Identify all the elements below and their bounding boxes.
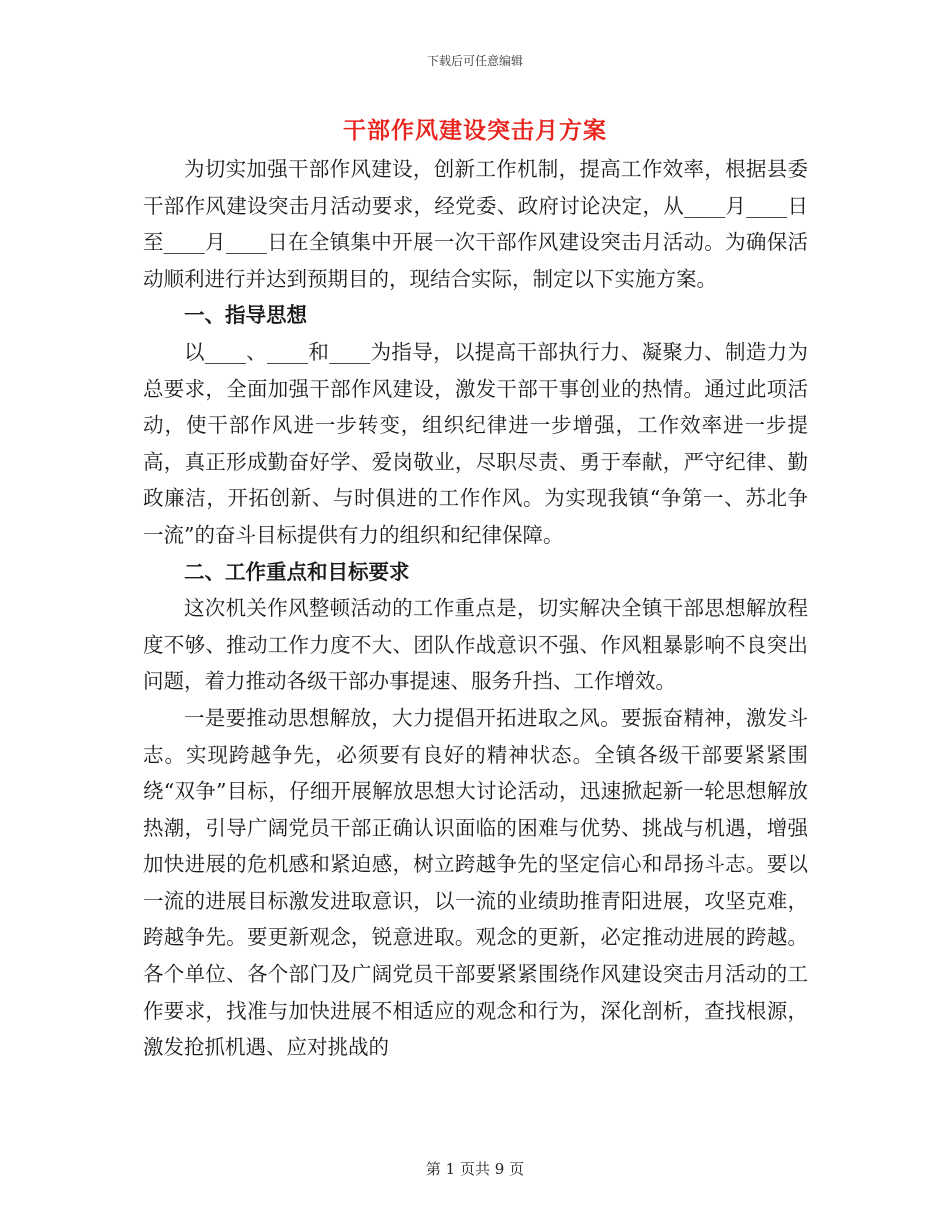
key-work-paragraph: 这次机关作风整顿活动的工作重点是，切实解决全镇干部思想解放程度不够、推动工作力度不大、团队作战意识不强、作风粗暴影响不良突出问题，着力推动各级干部办事提速、服务升挡、工作增效。 (143, 596, 808, 694)
page-footer: 第 1 页共 9 页 (425, 1160, 525, 1178)
header-note: 下载后可任意编辑 (426, 54, 523, 68)
section-heading-key-work: 二、工作重点和目标要求 (184, 559, 410, 584)
key-work-point-one-paragraph: 一是要推动思想解放，大力提倡开拓进取之风。要振奋精神，激发斗志。实现跨越争先，必须要有良好的精神状态。全镇各级干部要紧紧围绕“双争”目标，仔细开展解放思想大讨论活动，迅速掀起新一轮思想解放热潮，引导广阔党员干部正确认识面临的困难与优势、挑战与机遇，增强加快进展的危机感和紧迫感，树立跨越争先的坚定信心和昂扬斗志。要以一流的进展目标激发进取意识，以一流的业绩助推青阳进展，攻坚克难，跨越争先。要更新观念，锐意进取。观念的更新，必定推动进展的跨越。各个单位、各个部门及广阔党员干部要紧紧围绕作风建设突击月活动的工作要求，找准与加快进展不相适应的观念和行为，深化剖析，查找根源，激发抢抓机遇、应对挑战的 (143, 705, 808, 1060)
guiding-thought-paragraph: 以____、____和____为指导，以提高干部执行力、凝聚力、制造力为总要求，全面加强干部作风建设，激发干部干事创业的热情。通过此项活动，使干部作风进一步转变，组织纪律进一步增强，工作效率进一步提高，真正形成勤奋好学、爱岗敬业，尽职尽责、勇于奉献，严守纪律、勤政廉洁，开拓创新、与时俱进的工作作风。为实现我镇“争第一、苏北争一流”的奋斗目标提供有力的组织和纪律保障。 (143, 339, 808, 547)
document-body (143, 151, 808, 1066)
section-heading-guiding-thought: 一、指导思想 (184, 303, 307, 328)
document-title: 干部作风建设突击月方案 (343, 117, 607, 144)
intro-paragraph: 为切实加强干部作风建设，创新工作机制，提高工作效率，根据县委干部作风建设突击月活动要求，经党委、政府讨论决定，从____月____日至____月____日在全镇集中开展一次干部作风建设突击月活动。为确保活动顺利进行并达到预期目的，现结合实际，制定以下实施方案。 (143, 157, 808, 291)
